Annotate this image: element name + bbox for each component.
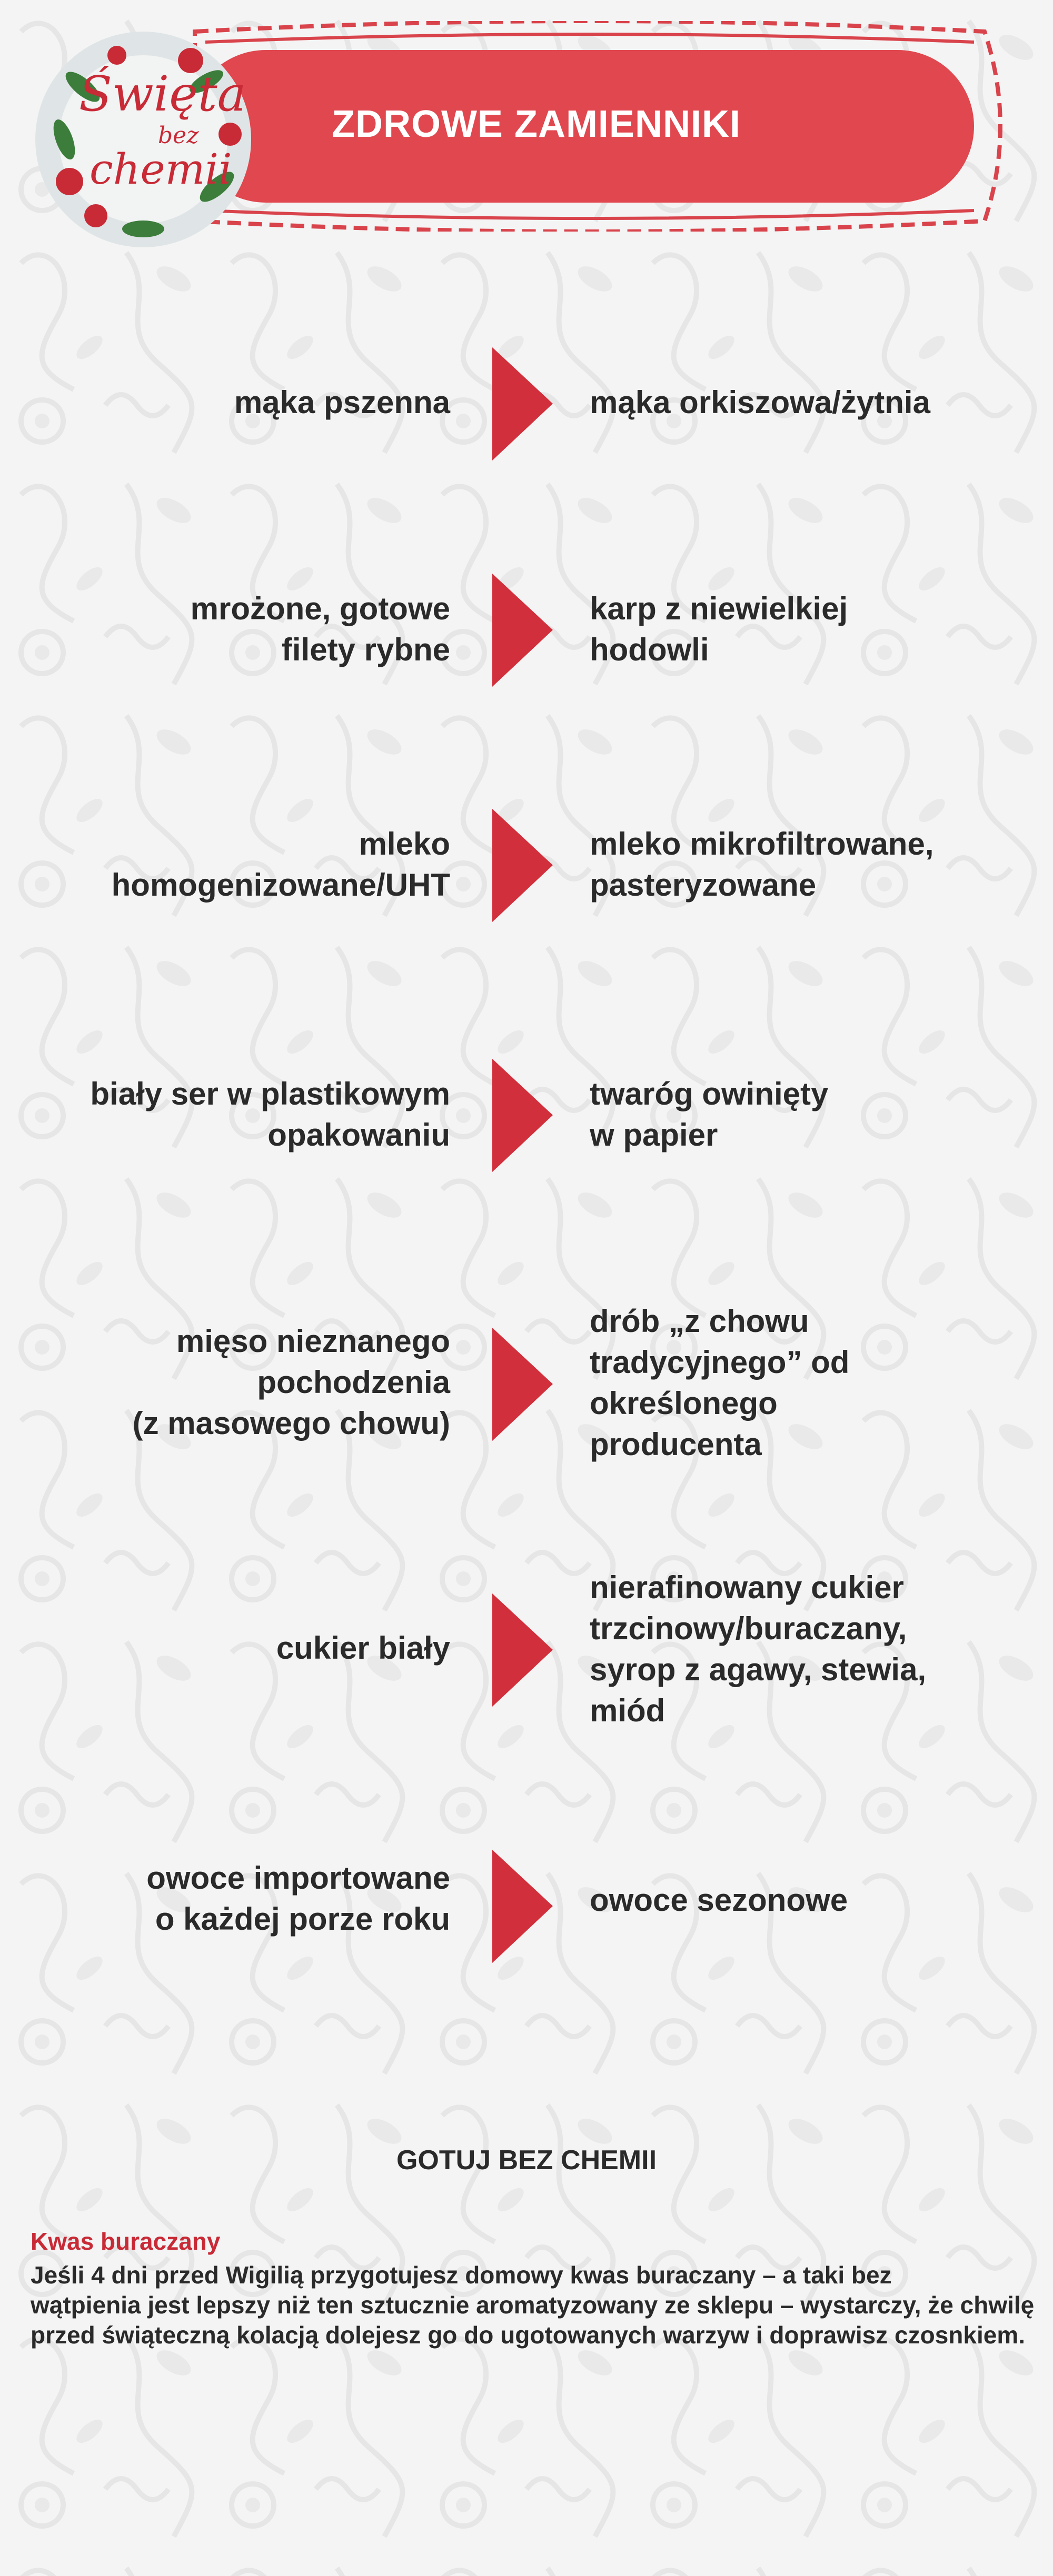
row-1-right-line: mąka orkiszowa/żytnia xyxy=(590,385,930,420)
arrow-right-icon xyxy=(492,574,553,687)
row-6-left-line: cukier biały xyxy=(276,1630,450,1666)
row-3-conventional xyxy=(112,824,450,906)
row-6-right-line: miód xyxy=(590,1693,665,1728)
row-7-right-line: owoce sezonowe xyxy=(590,1882,848,1918)
row-2-healthy xyxy=(590,588,848,670)
row-5-right-line: tradycyjnego” od xyxy=(590,1345,850,1380)
logo-text-swieta: Święta xyxy=(79,66,246,122)
row-7-healthy xyxy=(590,1880,848,1921)
arrow-right-icon xyxy=(492,1850,553,1963)
arrow-right-icon xyxy=(492,1593,553,1707)
row-1-healthy xyxy=(590,382,930,423)
row-7-conventional xyxy=(146,1858,450,1940)
tip-body-line: przed świąteczną kolacją dolejesz go do ugotowanych warzyw i doprawisz czosnkiem. xyxy=(31,2321,1026,2349)
row-3-left-line: homogenizowane/UHT xyxy=(111,867,450,903)
row-5-left-line: pochodzenia xyxy=(257,1365,450,1400)
swieta-bez-chemii-logo xyxy=(33,29,254,250)
row-3-left-line: mleko xyxy=(359,826,450,861)
row-2-right-line: hodowli xyxy=(590,632,709,667)
row-5-conventional xyxy=(133,1321,450,1444)
row-2-left-line: mrożone, gotowe xyxy=(190,591,450,626)
row-5-right-line: określonego xyxy=(590,1386,778,1421)
row-3-healthy xyxy=(590,824,934,906)
section-title-gotuj-bez-chemii: GOTUJ BEZ CHEMII xyxy=(396,2145,657,2176)
row-2-right-line: karp z niewielkiej xyxy=(590,591,848,626)
row-6-conventional xyxy=(276,1628,450,1669)
row-6-healthy xyxy=(590,1567,926,1731)
row-5-right-line: producenta xyxy=(590,1427,762,1462)
arrow-right-icon xyxy=(492,1328,553,1441)
row-7-left-line: o każdej porze roku xyxy=(155,1901,450,1937)
row-5-left-line: (z masowego chowu) xyxy=(132,1406,450,1441)
arrow-right-icon xyxy=(492,809,553,922)
row-4-right-line: twaróg owinięty xyxy=(590,1076,829,1111)
logo-text-chemii: chemii xyxy=(90,145,232,194)
tip-body-line: Jeśli 4 dni przed Wigilią przygotujesz domowy kwas buraczany – a taki bez xyxy=(31,2261,892,2289)
row-5-right-line: drób „z chowu xyxy=(590,1304,809,1339)
row-6-right-line: syrop z agawy, stewia, xyxy=(590,1652,927,1687)
arrow-right-icon xyxy=(492,347,553,460)
tip-body-line: wątpienia jest lepszy niż ten sztucznie aromatyzowany ze sklepu – wystarczy, że chwilę xyxy=(31,2291,1035,2319)
row-2-left-line: filety rybne xyxy=(281,632,450,667)
tip-title: Kwas buraczany xyxy=(31,2228,221,2255)
row-6-right-line: nierafinowany cukier xyxy=(590,1570,904,1605)
row-3-right-line: pasteryzowane xyxy=(590,867,817,903)
row-7-left-line: owoce importowane xyxy=(146,1860,450,1896)
page-title: ZDROWE ZAMIENNIKI xyxy=(332,103,741,145)
row-4-right-line: w papier xyxy=(590,1117,718,1152)
row-5-left-line: mięso nieznanego xyxy=(176,1324,450,1359)
row-4-healthy xyxy=(590,1074,828,1156)
row-4-left-line: opakowaniu xyxy=(267,1117,450,1152)
row-1-left-line: mąka pszenna xyxy=(234,385,450,420)
tip-body xyxy=(31,2260,1035,2350)
row-4-conventional xyxy=(90,1074,450,1156)
row-3-right-line: mleko mikrofiltrowane, xyxy=(590,826,934,861)
row-1-conventional xyxy=(234,382,450,423)
row-6-right-line: trzcinowy/buraczany, xyxy=(590,1611,907,1646)
row-2-conventional xyxy=(191,588,450,670)
logo-text-bez: bez xyxy=(158,122,199,149)
arrow-right-icon xyxy=(492,1059,553,1172)
row-5-healthy xyxy=(590,1301,849,1465)
row-4-left-line: biały ser w plastikowym xyxy=(90,1076,450,1111)
